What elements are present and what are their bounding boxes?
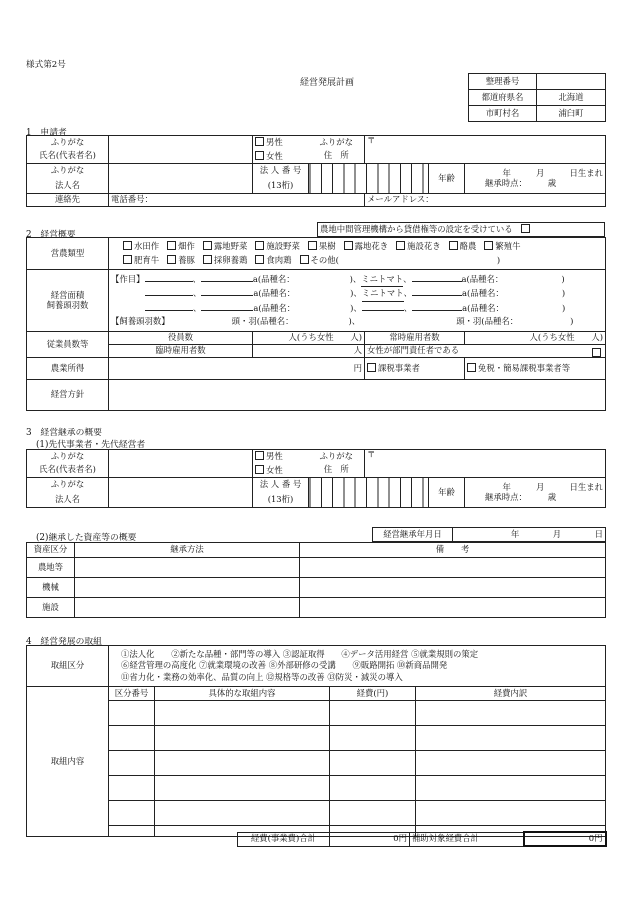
pred-male-option[interactable]: 男性 (253, 450, 309, 464)
farming-type-option[interactable]: 施設野菜 (255, 241, 300, 251)
checkbox-icon (300, 255, 309, 264)
checkbox-icon (255, 465, 264, 474)
category-list (109, 646, 606, 687)
row-no-field[interactable] (109, 801, 155, 826)
row-cost-field[interactable] (330, 701, 416, 726)
subsidy-label: 補助対象経費合計 (410, 832, 524, 846)
address-label: 住 所 (309, 150, 365, 164)
category-line: ⑪省力化・業務の効率化、品質の向上 ⑫規格等の改善 ⑬防災・減災の導入 (121, 671, 403, 682)
row-detail-field[interactable] (155, 701, 330, 726)
types-row1 (123, 240, 603, 253)
area-label: 経営面積 飼養頭羽数 (27, 270, 109, 332)
succession-date-box (372, 527, 606, 542)
pred-corp-furigana-label: ふりがな (27, 478, 109, 493)
income-field[interactable]: 円 (109, 358, 365, 380)
pred-corp-label: 法人名 (27, 493, 109, 508)
checkbox-icon (123, 241, 132, 250)
checkbox-icon (255, 451, 264, 460)
checkbox-icon (255, 241, 264, 250)
category-label: 取組区分 (27, 646, 109, 687)
exempt-option[interactable]: 免税・簡易課税事業者等 (465, 358, 606, 380)
farming-type-option[interactable]: 酪農 (449, 241, 477, 251)
col-cost-detail-header: 経費内訳 (416, 687, 606, 701)
pred-name-field[interactable] (109, 450, 253, 478)
content-label: 取組内容 (27, 687, 109, 837)
checkbox-icon (367, 363, 376, 372)
row-no-field[interactable] (109, 701, 155, 726)
category-line: ⑥経営管理の高度化 ⑦就業環境の改善 ⑧外部研修の受講 ⑨販路開拓 ⑩新商品開発 (121, 660, 448, 671)
row-cost-detail-field[interactable] (416, 751, 606, 776)
total-value: 0円 (330, 832, 410, 846)
farmland-note-box (317, 222, 605, 237)
checkbox-icon (449, 241, 458, 250)
row-cost-field[interactable] (330, 776, 416, 801)
checkbox-icon (255, 137, 264, 146)
pred-succession-age: 継承時点： 歳 (485, 491, 557, 502)
page-title: 経営発展計画 (300, 78, 355, 88)
staff-label: 従業員数等 (27, 332, 109, 358)
age-label: 年齢 (429, 164, 465, 194)
subsidy-value: 0円 (524, 832, 606, 846)
temp-field[interactable]: 人 (253, 345, 365, 358)
asset-method-field[interactable] (75, 578, 300, 598)
section3-sub1: (1)先代事業者・先代経営者 (36, 440, 146, 450)
predecessor-table (26, 449, 606, 508)
corp-furigana-label: ふりがな (27, 164, 109, 179)
row-cost-detail-field[interactable] (416, 776, 606, 801)
address-field[interactable]: 〒 (365, 136, 606, 164)
asset-note-field[interactable] (300, 598, 606, 618)
female-option[interactable]: 女性 (253, 150, 309, 164)
col-no-header: 区分番号 (109, 687, 155, 701)
method-header: 継承方法 (75, 543, 300, 558)
section2-heading: 2 経営概要 (26, 230, 76, 240)
pred-age-field[interactable] (465, 478, 606, 508)
row-cost-field[interactable] (330, 801, 416, 826)
ref-label-id: 整理番号 (469, 74, 537, 90)
asset-row-label: 機械 (27, 578, 75, 598)
phone-field[interactable]: 電話番号： (109, 194, 365, 207)
asset-method-field[interactable] (75, 598, 300, 618)
types-row2 (123, 254, 603, 267)
name-field[interactable] (109, 136, 253, 164)
ref-value-pref[interactable]: 北海道 (537, 90, 606, 106)
pred-furigana2-label: ふりがな (309, 450, 365, 464)
overview-table (26, 237, 606, 411)
farming-type-option[interactable]: 繁殖牛 (484, 241, 520, 251)
pred-corp-no-sub: (13桁) (253, 493, 309, 508)
col-cost-header: 経費(円) (330, 687, 416, 701)
ref-label-pref: 都道府県名 (469, 90, 537, 106)
row-no-field[interactable] (109, 726, 155, 751)
pred-furigana-label: ふりがな (27, 450, 109, 464)
assets-table (26, 542, 606, 618)
contact-label: 連絡先 (27, 194, 109, 207)
row-detail-field[interactable] (155, 751, 330, 776)
crop-tomato-2: ミニトマト (362, 287, 404, 301)
row-cost-detail-field[interactable] (416, 701, 606, 726)
pred-corp-number-field[interactable] (309, 478, 429, 508)
section1-heading: 1 申請者 (26, 128, 67, 138)
totals-table (237, 831, 607, 847)
initiatives-table (26, 645, 606, 837)
farming-type-option[interactable]: 果樹 (308, 241, 336, 251)
farming-type-option[interactable]: 食肉鶏 (255, 255, 291, 265)
row-cost-field[interactable] (330, 726, 416, 751)
row-detail-field[interactable] (155, 776, 330, 801)
reference-table (468, 73, 606, 122)
checkbox-icon (203, 241, 212, 250)
section3-sub2: (2)継承した資産等の概要 (36, 533, 137, 543)
asset-row-label: 施設 (27, 598, 75, 618)
farming-type-option[interactable]: 露地花き (344, 241, 389, 251)
ref-value-city[interactable]: 浦臼町 (537, 106, 606, 122)
note-header: 備 考 (300, 543, 606, 558)
row-cost-field[interactable] (330, 751, 416, 776)
applicant-table (26, 135, 606, 207)
pred-corp-no-label: 法 人 番 号 (253, 478, 309, 493)
livestock-tag: 【飼養頭羽数】 (111, 315, 170, 326)
farming-type-options[interactable] (109, 238, 606, 270)
checkbox-icon (592, 348, 601, 357)
checkbox-icon (167, 255, 176, 264)
section4-heading: 4 経営発展の取組 (26, 637, 102, 647)
succession-age: 継承時点： 歳 (485, 177, 557, 188)
farming-type-option[interactable]: 養豚 (167, 255, 195, 265)
corp-number-field[interactable] (309, 164, 429, 194)
pred-address-field[interactable]: 〒 (365, 450, 606, 478)
succession-date-field[interactable]: 年 月 日 (453, 528, 606, 542)
checkbox-icon (203, 255, 212, 264)
policy-label: 経営方針 (27, 380, 109, 411)
row-no-field[interactable] (109, 751, 155, 776)
checkbox-icon (123, 255, 132, 264)
farming-type-option[interactable]: 露地野菜 (203, 241, 248, 251)
row-no-field[interactable] (109, 776, 155, 801)
row-cost-detail-field[interactable] (416, 726, 606, 751)
farmland-option[interactable]: 農地中間管理機構から貸借権等の設定を受けている (318, 223, 605, 237)
female-head-option[interactable]: 女性が部門責任者である (365, 345, 606, 358)
checkbox-icon (467, 363, 476, 372)
row-detail-field[interactable] (155, 801, 330, 826)
asset-note-field[interactable] (300, 578, 606, 598)
checkbox-icon (344, 241, 353, 250)
taxable-option[interactable]: 課税事業者 (365, 358, 465, 380)
income-label: 農業所得 (27, 358, 109, 380)
pred-female-option[interactable]: 女性 (253, 464, 309, 478)
policy-field[interactable] (109, 380, 606, 411)
email-field[interactable]: メールアドレス： (365, 194, 606, 207)
checkbox-icon (255, 255, 264, 264)
farming-type-option[interactable]: 畑作 (167, 241, 195, 251)
corp-no-sub: (13桁) (253, 179, 309, 194)
furigana2-label: ふりがな (309, 136, 365, 150)
name-label: 氏名(代表者名) (27, 150, 109, 164)
asset-method-field[interactable] (75, 558, 300, 578)
crop-tag: 【作目】 (111, 273, 145, 284)
types-close-paren: ) (496, 254, 501, 265)
pred-name-label: 氏名(代表者名) (27, 464, 109, 478)
crop-tomato-1: ミニトマト (361, 273, 403, 287)
farming-type-option[interactable]: 肥育牛 (123, 255, 159, 265)
section3-heading: 3 経営継承の概要 (26, 428, 102, 438)
col-detail-header: 具体的な取組内容 (155, 687, 330, 701)
total-label: 経費(事業費)合計 (238, 832, 330, 846)
asset-row-label: 農地等 (27, 558, 75, 578)
regular-field[interactable]: 人(うち女性 人) (465, 332, 606, 345)
male-option[interactable]: 男性 (253, 136, 309, 150)
form-number: 様式第2号 (26, 60, 66, 70)
checkbox-icon (396, 241, 405, 250)
corp-label: 法人名 (27, 179, 109, 194)
farming-type-label: 営農類型 (27, 238, 109, 270)
checkbox-icon (484, 241, 493, 250)
pred-corp-name-field[interactable] (109, 478, 253, 508)
asset-note-field[interactable] (300, 558, 606, 578)
row-no-field[interactable] (109, 826, 155, 837)
temp-label: 臨時雇用者数 (109, 345, 253, 358)
corp-name-field[interactable] (109, 164, 253, 194)
area-field[interactable]: 【作目】 、 a(品種名： )、ミニトマト、 a(品種名： ) 、 a(品種名： )、ミニトマト、 a(品種名： ) 、 a(品種名： )、 、 a(品種名： ) 【飼養頭羽数】 頭・羽(品種名： )、 頭・羽(品種名： ) (109, 270, 606, 332)
farming-type-option[interactable]: 採卵養鶏 (203, 255, 248, 265)
regular-label: 常時雇用者数 (365, 332, 465, 345)
pred-age-label: 年齢 (429, 478, 465, 508)
farming-type-option[interactable]: 水田作 (123, 241, 159, 251)
corp-no-label: 法 人 番 号 (253, 164, 309, 179)
pred-birth-date: 年 月 日生まれ (502, 481, 604, 492)
pred-address-label: 住 所 (309, 464, 365, 478)
checkbox-icon (255, 151, 264, 160)
checkbox-icon (308, 241, 317, 250)
farming-type-option[interactable]: 施設花き (396, 241, 441, 251)
farming-type-option[interactable]: その他( (300, 255, 339, 265)
row-detail-field[interactable] (155, 726, 330, 751)
ref-value-id[interactable] (537, 74, 606, 90)
checkbox-icon (521, 224, 530, 233)
row-cost-detail-field[interactable] (416, 801, 606, 826)
succession-date-label: 経営継承年月日 (373, 528, 453, 542)
birth-date: 年 月 日生まれ (502, 167, 604, 178)
age-field[interactable] (465, 164, 606, 194)
checkbox-icon (167, 241, 176, 250)
officers-label: 役員数 (109, 332, 253, 345)
officers-field[interactable]: 人(うち女性 人) (253, 332, 365, 345)
category-line: ①法人化 ②新たな品種・部門等の導入 ③認証取得 ④データ活用経営 ⑤就業規則の策定 (121, 649, 479, 660)
furigana-label: ふりがな (27, 136, 109, 150)
asset-type-header: 資産区分 (27, 543, 75, 558)
ref-label-city: 市町村名 (469, 106, 537, 122)
